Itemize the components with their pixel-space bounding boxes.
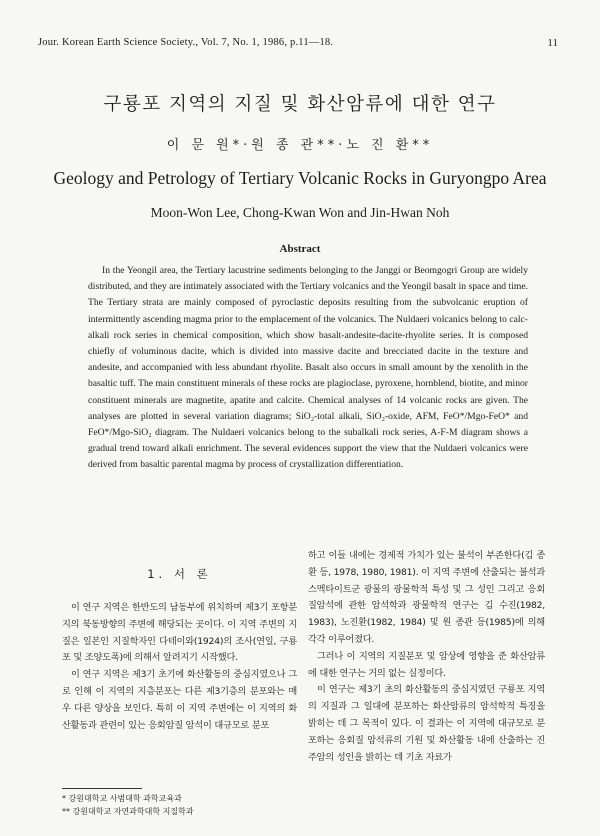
intro-paragraph-2: 이 연구 지역은 제3기 초기에 화산활동의 중심지였으나 그로 인해 이 지역의 지층분포는 다른 제3기층의 분포와는 매우 다른 양상을 보인다. 특히 이 지역 주변에는 이 지역의 화산활동과 관련이 있는 응회암질 암석이 대규모로 분포 — [62, 669, 297, 731]
abstract-heading: Abstract — [279, 243, 321, 255]
intro-paragraph-1: 이 연구 지역은 한반도의 남동부에 위치하며 제3기 포항분지의 북동방향의 주변에 해당되는 곳이다. 이 지역 주변의 지질은 일본인 지질학자인 다테이와(1924)의 조사(연일, 구룡포 및 조양도폭)에 의해서 알려지기 시작했다. — [62, 602, 297, 664]
page-number: 11 — [547, 37, 558, 49]
abstract-text: In the Yeongil area, the Tertiary lacustrine sediments belonging to the Janggi or Beomgogri Group are widely distributed, and they are intimately associated with the Tertiary volcanics and the Yeongil basalt in space and time. The Tertiary strata are mainly composed of pyroclastic deposits resulting from the subvolcanic eruption of intermittently ascending magma prior to the emplacement of the volcanics. The Nuldaeri volcanics belong to calc-alkali rock series in chemical composition, which show basalt-andesite-dacite-rhyolite series. It is composed chiefly of voluminous dacite, which is divided into massive dacite and brecciated dacite in the texture and andesite, and accompanied with less abundant rhyolite. Basalt also occurs in small amount by the xenolith in the basaltic tuff. The main constituent minerals of these rocks are plagioclase, pyroxene, hornblend, biotite, and minor constituent minerals are magnetite, apatite and calcite. Chemical analyses of 14 volcanic rocks are given. The analyses are plotted in several variation diagrams; SiO₂-total alkali, SiO₂-oxide, AFM, FeO*/Mgo-FeO* and FeO*/Mgo-SiO₂ diagram. The Nuldaeri volcanics belong to the subalkali rock series, A-F-M diagram shows a gradual trend toward alkali enrichment. The several evidences support the view that the Nuldaeri volcanics were derived from basaltic parental magma by process of crystallization differentiation. — [88, 265, 528, 471]
journal-citation: Jour. Korean Earth Science Society., Vol. 7, No. 1, 1986, p.11—18. — [38, 37, 334, 48]
intro-paragraph-3: 하고 이들 내에는 경제적 가치가 있는 불석이 부존한다(김 종환 등, 1978, 1980, 1981). 이 지역 주변에 산출되는 불석과 스멕타이트군 광물의 광물학적 특성 및 그 성인 그리고 응회질암석에 관한 암석학과 광물학적 연구는 김 수진(1982, 1983), 노진환(1982, 1984) 및 원 종관 등(1985)에 의해 각각 이루어졌다. — [308, 550, 545, 645]
authors-english: Moon-Won Lee, Chong-Kwan Won and Jin-Hwan Noh — [150, 205, 450, 220]
footnote-divider — [62, 788, 142, 789]
authors-korean: 이 문 원*·원 종 관**·노 진 환** — [166, 138, 434, 153]
title-english: Geology and Petrology of Tertiary Volcanic Rocks in Guryongpo Area — [53, 168, 547, 188]
footnote-affiliation-1: * 강원대학교 사범대학 과학교육과 — [62, 794, 182, 803]
left-column — [62, 548, 297, 734]
footnote-affiliation-2: ** 강원대학교 자연과학대학 지질학과 — [62, 807, 194, 816]
title-korean: 구룡포 지역의 지질 및 화산암류에 대한 연구 — [103, 94, 497, 115]
footnotes — [62, 792, 302, 818]
intro-paragraph-5: 이 연구는 제3기 초의 화산활동의 중심지였던 구룡포 지역의 지질과 그 일대에 분포하는 화산암류의 암석학적 특징을 밝히는 데 그 목적이 있다. 이 결과는 이 지역에 대규모로 분포하는 응회질 암석류의 기원 및 화산활동 내에 산출하는 진주암의 성인을 밝히는 데 기초 자료가 — [308, 684, 545, 763]
section-heading-introduction: 1. 서 론 — [147, 567, 212, 581]
right-column — [308, 548, 545, 766]
intro-paragraph-4: 그러나 이 지역의 지질분포 및 암상에 영향을 준 화산암류에 대한 연구는 거의 없는 실정이다. — [308, 650, 545, 679]
